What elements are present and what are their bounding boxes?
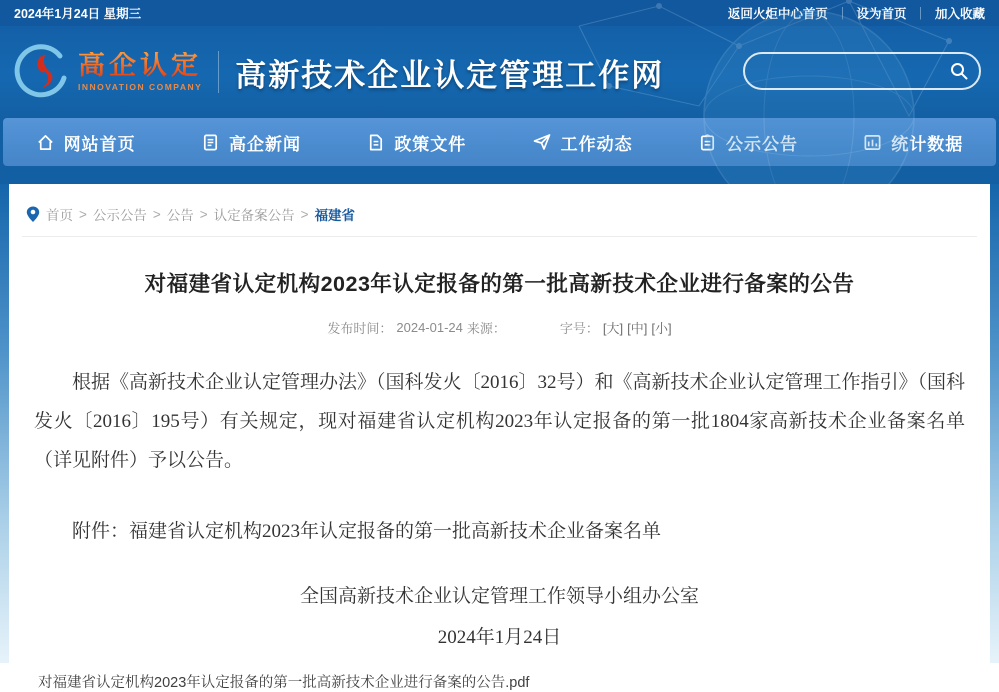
signoff-organization: 全国高新技术企业认定管理工作领导小组办公室	[299, 586, 699, 607]
nav-item-policy[interactable]	[366, 130, 466, 155]
logo-swirl-icon	[16, 44, 68, 100]
article-paragraph: 根据《高新技术企业认定管理办法》（国科发火〔2016〕32号）和《高新技术企业认定管理工作指引》（国科发火〔2016〕195号）有关规定，现对福建省认定机构2023年认定报备的第一批1804家高新技术企业备案名单（详见附件）予以公告。	[34, 372, 966, 471]
nav-item-announcements[interactable]	[698, 130, 798, 155]
news-doc-icon	[201, 133, 220, 152]
breadcrumb-separator: >	[152, 206, 161, 222]
policy-doc-icon	[366, 133, 385, 152]
current-date: 2024年1月24日 星期三	[14, 7, 142, 21]
signoff-date: 2024年1月24日	[437, 627, 562, 648]
link-add-favorites[interactable]: 加入收藏	[934, 7, 985, 21]
logo-text-block	[78, 52, 202, 92]
header-divider	[218, 51, 219, 93]
breadcrumb-divider	[22, 236, 977, 237]
font-size-large-button[interactable]: [大]	[602, 321, 624, 336]
topbar-divider: ｜	[914, 7, 927, 21]
font-size-small-button[interactable]: [小]	[651, 321, 672, 336]
site-header	[0, 26, 999, 118]
topbar-divider: ｜	[835, 7, 849, 21]
breadcrumb-current-fujian: 福建省	[314, 208, 356, 223]
breadcrumb-home[interactable]: 首页	[46, 208, 73, 223]
bar-chart-icon	[863, 133, 882, 152]
page-content	[0, 184, 999, 691]
site-title: 高新技术企业认定管理工作网	[235, 57, 665, 93]
location-pin-icon	[26, 206, 40, 223]
nav-item-home[interactable]	[36, 130, 136, 155]
article-meta	[0, 318, 999, 337]
paper-plane-icon	[532, 132, 552, 152]
nav-item-label: 高企新闻	[228, 134, 301, 154]
left-edge-decoration	[0, 184, 9, 663]
breadcrumb-notice[interactable]: 公告	[166, 208, 194, 223]
link-torch-center-home[interactable]: 返回火炬中心首页	[727, 7, 828, 21]
clipboard-icon	[698, 133, 717, 152]
breadcrumb-separator: >	[300, 206, 309, 222]
logo-cn-text: 高企认定	[78, 50, 202, 81]
breadcrumb-separator: >	[79, 206, 87, 222]
topbar	[0, 0, 999, 26]
search-icon[interactable]	[949, 61, 969, 81]
breadcrumb-filing-notice[interactable]: 认定备案公告	[213, 208, 295, 223]
topbar-links	[728, 4, 985, 22]
font-size-label: 字号：	[559, 321, 599, 336]
nav-item-work-trends[interactable]	[532, 130, 633, 155]
search-input[interactable]	[759, 56, 939, 86]
right-edge-decoration	[990, 184, 999, 663]
main-nav	[3, 118, 996, 166]
breadcrumb-announcements[interactable]: 公示公告	[92, 208, 147, 223]
nav-item-label: 政策文件	[394, 134, 467, 154]
nav-item-label: 公示公告	[725, 134, 798, 154]
nav-item-label: 统计数据	[891, 134, 964, 154]
nav-item-label: 网站首页	[63, 134, 136, 154]
publish-time-label: 发布时间：	[327, 321, 393, 336]
font-size-medium-button[interactable]: [中]	[627, 321, 648, 336]
nav-item-statistics[interactable]	[863, 130, 963, 155]
source-label: 来源：	[466, 321, 506, 336]
publish-date: 2024-01-24	[396, 320, 463, 335]
site-logo[interactable]	[16, 44, 202, 100]
nav-item-news[interactable]	[201, 130, 301, 155]
article-title: 对福建省认定机构2023年认定报备的第一批高新技术企业进行备案的公告	[144, 272, 855, 296]
breadcrumb	[0, 184, 999, 236]
nav-item-label: 工作动态	[560, 134, 633, 154]
attachment-pdf-link[interactable]: 对福建省认定机构2023年认定报备的第一批高新技术企业进行备案的公告.pdf	[38, 675, 530, 691]
nav-band	[0, 118, 999, 184]
article-body	[34, 363, 965, 480]
home-icon	[36, 133, 55, 152]
logo-en-text: INNOVATION COMPANY	[78, 82, 203, 93]
link-set-homepage[interactable]: 设为首页	[856, 7, 907, 21]
search-box[interactable]	[743, 52, 981, 90]
attachment-reference-line: 附件：福建省认定机构2023年认定报备的第一批高新技术企业备案名单	[72, 521, 662, 542]
breadcrumb-separator: >	[199, 206, 208, 222]
